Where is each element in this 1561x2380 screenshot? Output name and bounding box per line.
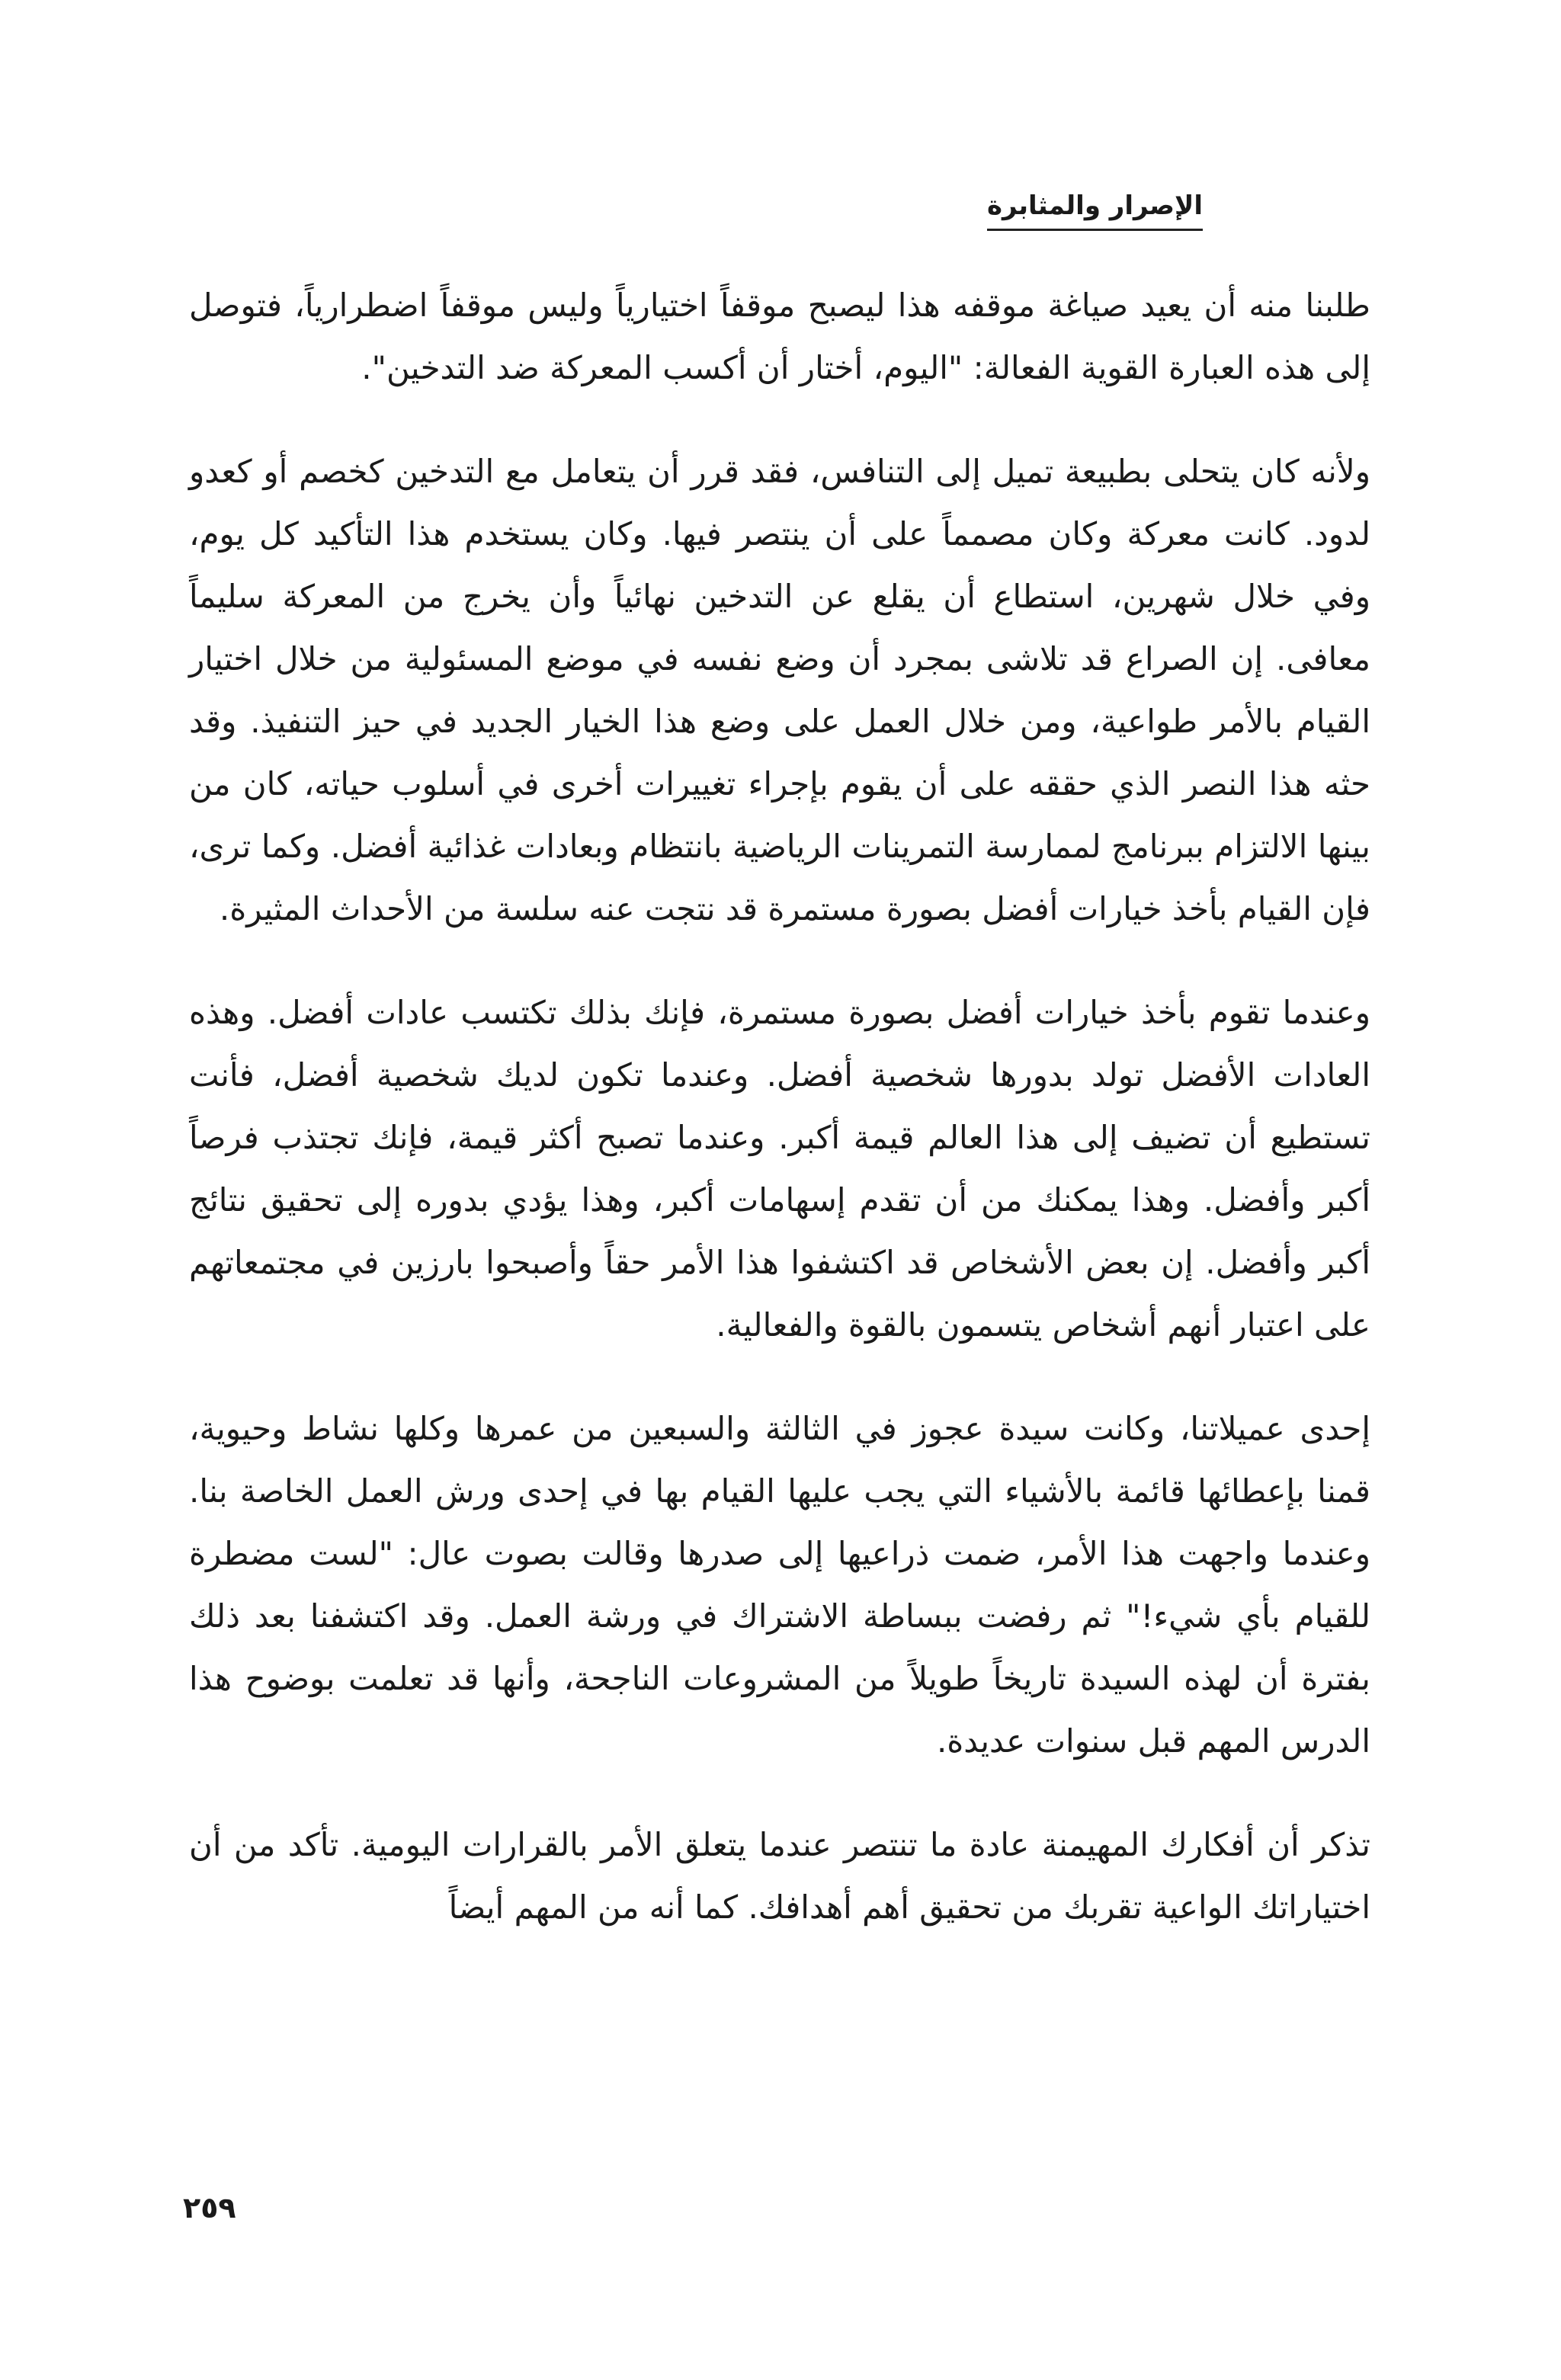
page-number: ٢٥٩ (183, 2191, 236, 2225)
paragraph-5: تذكر أن أفكارك المهيمنة عادة ما تنتصر عندما يتعلق الأمر بالقرارات اليومية. تأكد من أن اختياراتك الواعية تقربك من تحقيق أهم أهدافك. كما أنه من المهم أيضاً (189, 1826, 1370, 1926)
paragraph-3: وعندما تقوم بأخذ خيارات أفضل بصورة مستمرة، فإنك بذلك تكتسب عادات أفضل. وهذه العادات الأفضل تولد بدورها شخصية أفضل. وعندما تكون لديك شخصية أفضل، فأنت تستطيع أن تضيف إلى هذا العالم قيمة أكبر. وعندما تصبح أكثر قيمة، فإنك تجتذب فرصاً أكبر وأفضل. وهذا يمكنك من أن تقدم إسهامات أكبر، وهذا يؤدي بدوره إلى تحقيق نتائج أكبر وأفضل. إن بعض الأشخاص قد اكتشفوا هذا الأمر حقاً وأصبحوا بارزين في مجتمعاتهم على اعتبار أنهم أشخاص يتسمون بالقوة والفعالية. (189, 994, 1370, 1344)
running-header: الإصرار والمثابرة (987, 191, 1203, 231)
body-text (189, 274, 1370, 1980)
paragraph-1: طلبنا منه أن يعيد صياغة موقفه هذا ليصبح موقفاً اختيارياً وليس موقفاً اضطرارياً، فتوصل إلى هذه العبارة القوية الفعالة: "اليوم، أختار أن أكسب المعركة ضد التدخين". (189, 287, 1370, 386)
paragraph-4: إحدى عميلاتنا، وكانت سيدة عجوز في الثالثة والسبعين من عمرها وكلها نشاط وحيوية، قمنا بإعطائها قائمة بالأشياء التي يجب عليها القيام بها في إحدى ورش العمل الخاصة بنا. وعندما واجهت هذا الأمر، ضمت ذراعيها إلى صدرها وقالت بصوت عال: "لست مضطرة للقيام بأي شيء!" ثم رفضت ببساطة الاشتراك في ورشة العمل. وقد اكتشفنا بعد ذلك بفترة أن لهذه السيدة تاريخاً طويلاً من المشروعات الناجحة، وأنها قد تعلمت بوضوح هذا الدرس المهم قبل سنوات عديدة. (189, 1410, 1370, 1760)
paragraph-2: ولأنه كان يتحلى بطبيعة تميل إلى التنافس، فقد قرر أن يتعامل مع التدخين كخصم أو كعدو لدود. كانت معركة وكان مصمماً على أن ينتصر فيها. وكان يستخدم هذا التأكيد كل يوم، وفي خلال شهرين، استطاع أن يقلع عن التدخين نهائياً وأن يخرج من المعركة سليماً معافى. إن الصراع قد تلاشى بمجرد أن وضع نفسه في موضع المسئولية من خلال اختيار القيام بالأمر طواعية، ومن خلال العمل على وضع هذا الخيار الجديد في حيز التنفيذ. وقد حثه هذا النصر الذي حققه على أن يقوم بإجراء تغييرات أخرى في أسلوب حياته، كان من بينها الالتزام ببرنامج لممارسة التمرينات الرياضية بانتظام وبعادات غذائية أفضل. وكما ترى، فإن القيام بأخذ خيارات أفضل بصورة مستمرة قد نتجت عنه سلسة من الأحداث المثيرة. (189, 453, 1370, 927)
